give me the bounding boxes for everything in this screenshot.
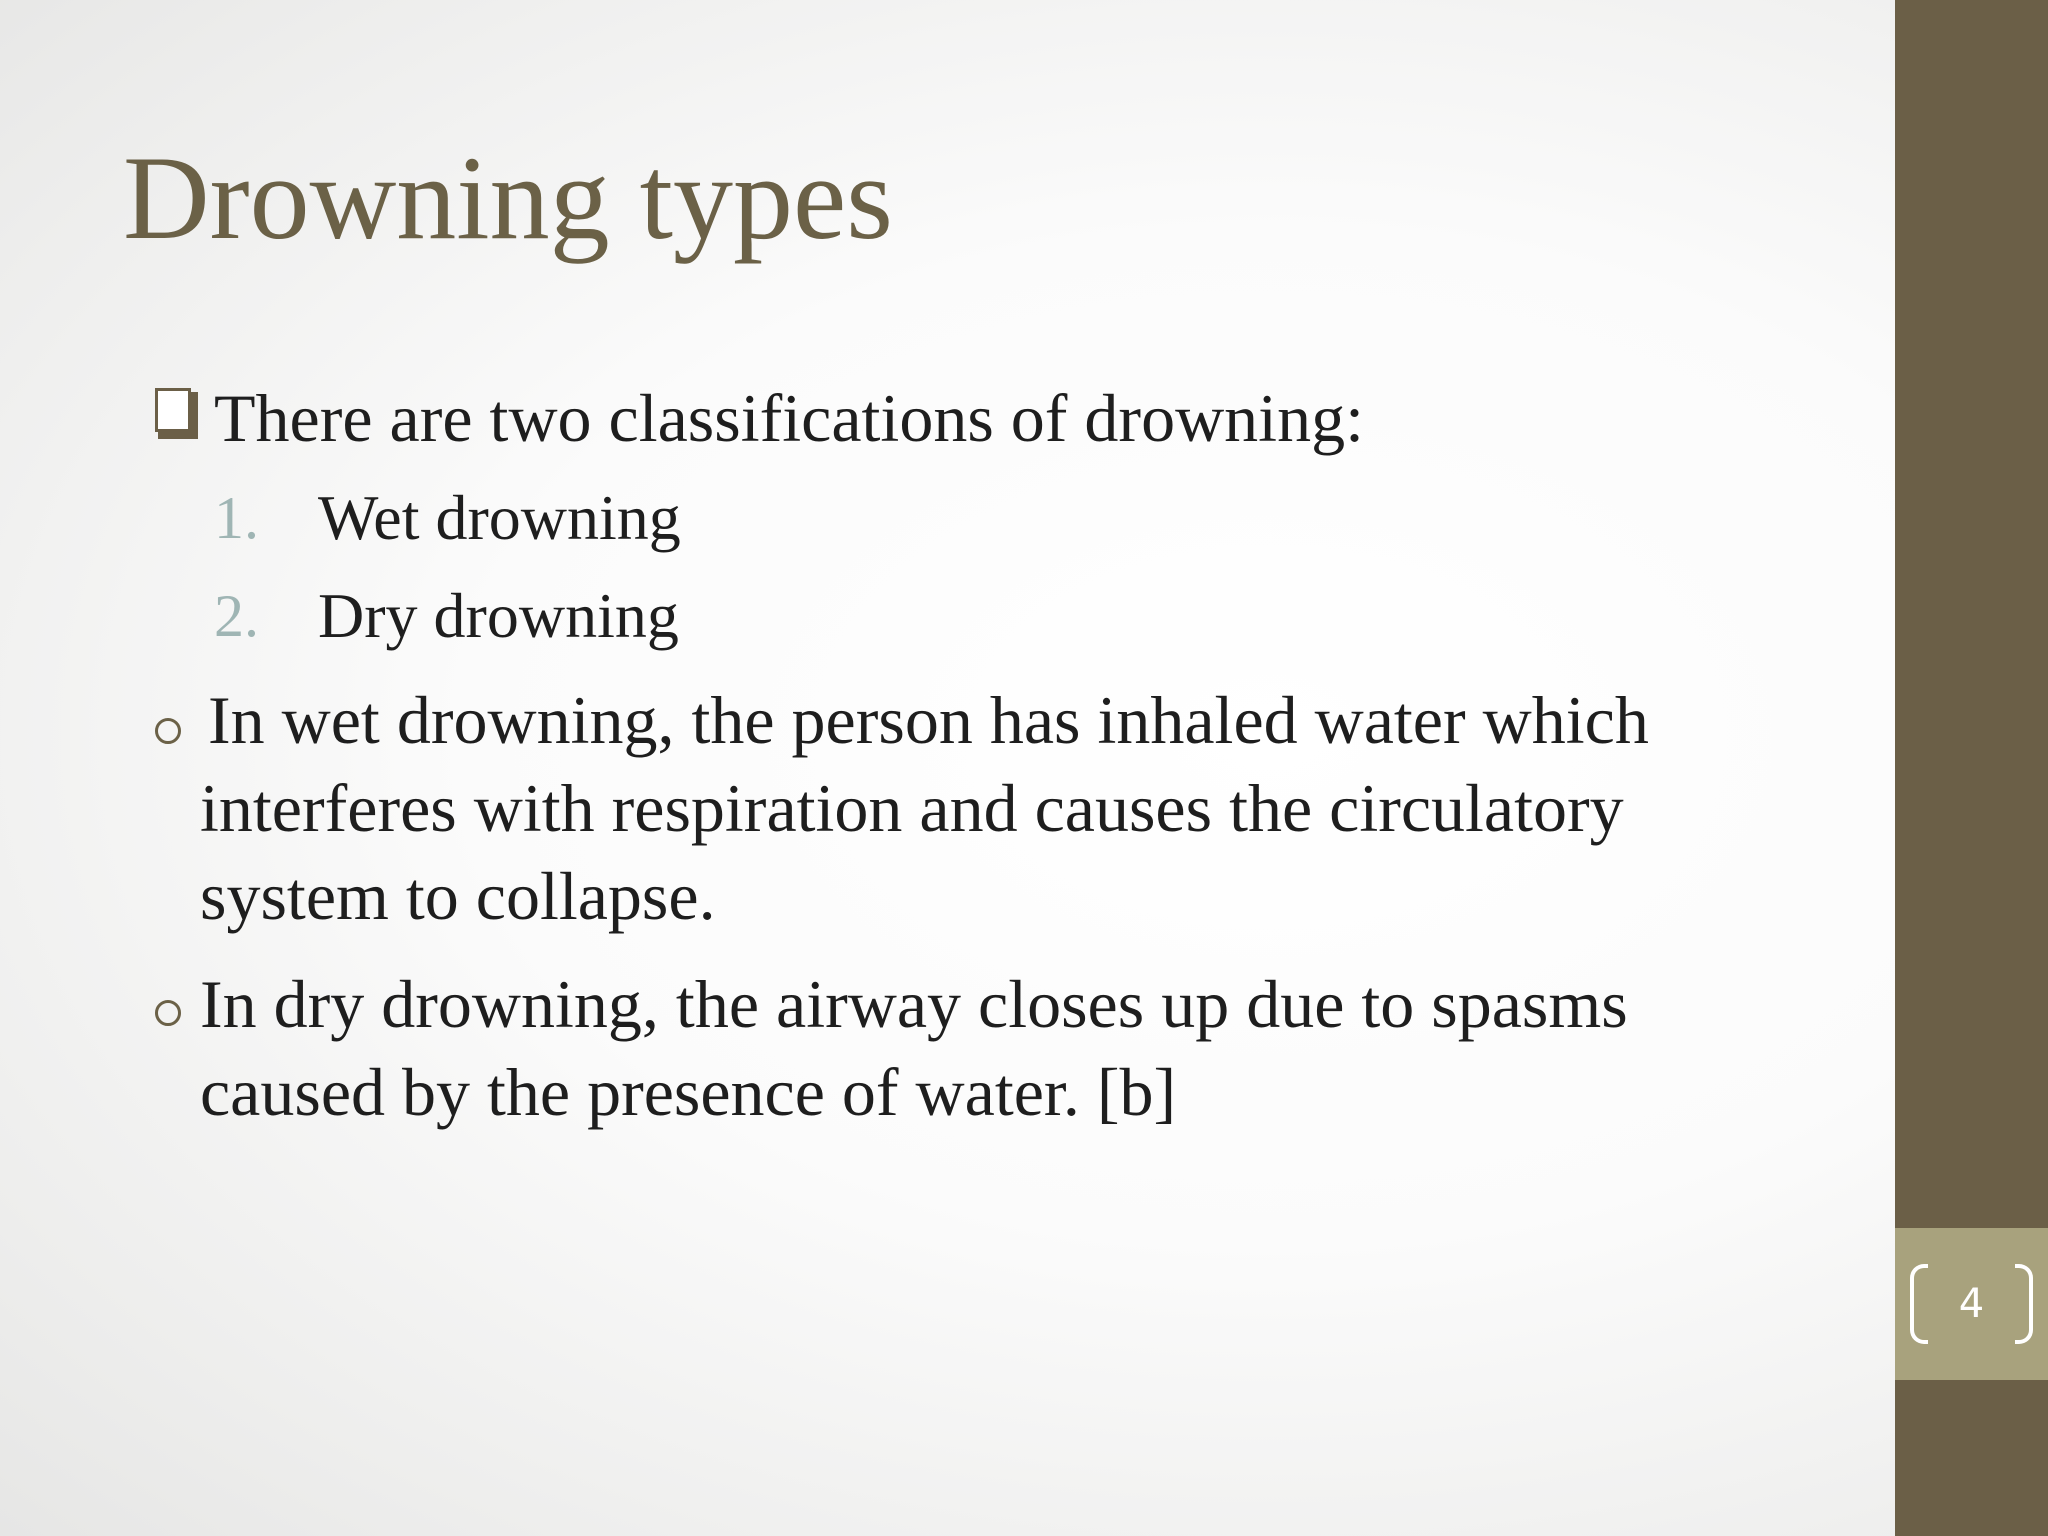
list-number: 2. xyxy=(214,583,259,649)
paragraph-line: interferes with respiration and causes the circulatory xyxy=(200,770,1624,846)
circle-bullet-icon xyxy=(155,718,181,744)
circle-bullet-icon xyxy=(155,1000,181,1026)
paragraph-line: In dry drowning, the airway closes up due to spasms xyxy=(200,966,1628,1042)
right-sidebar xyxy=(1895,0,2048,1536)
paragraph-wet-drowning xyxy=(200,676,1800,940)
page-number-badge xyxy=(1895,1228,2048,1380)
paragraph-line: In wet drowning, the person has inhaled water which xyxy=(208,682,1649,758)
paragraph-dry-drowning xyxy=(200,960,1800,1136)
list-item-wet-drowning: Wet drowning xyxy=(318,482,681,553)
list-number: 1. xyxy=(214,485,259,551)
paragraph-line: caused by the presence of water. [b] xyxy=(200,1054,1177,1130)
slide-title: Drowning types xyxy=(123,131,893,264)
paragraph-line: system to collapse. xyxy=(200,858,716,934)
page-number: 4 xyxy=(1958,1281,1985,1327)
intro-text: There are two classifications of drowning: xyxy=(214,380,1364,456)
square-bullet-icon xyxy=(155,388,191,432)
list-item-dry-drowning: Dry drowning xyxy=(318,580,679,651)
